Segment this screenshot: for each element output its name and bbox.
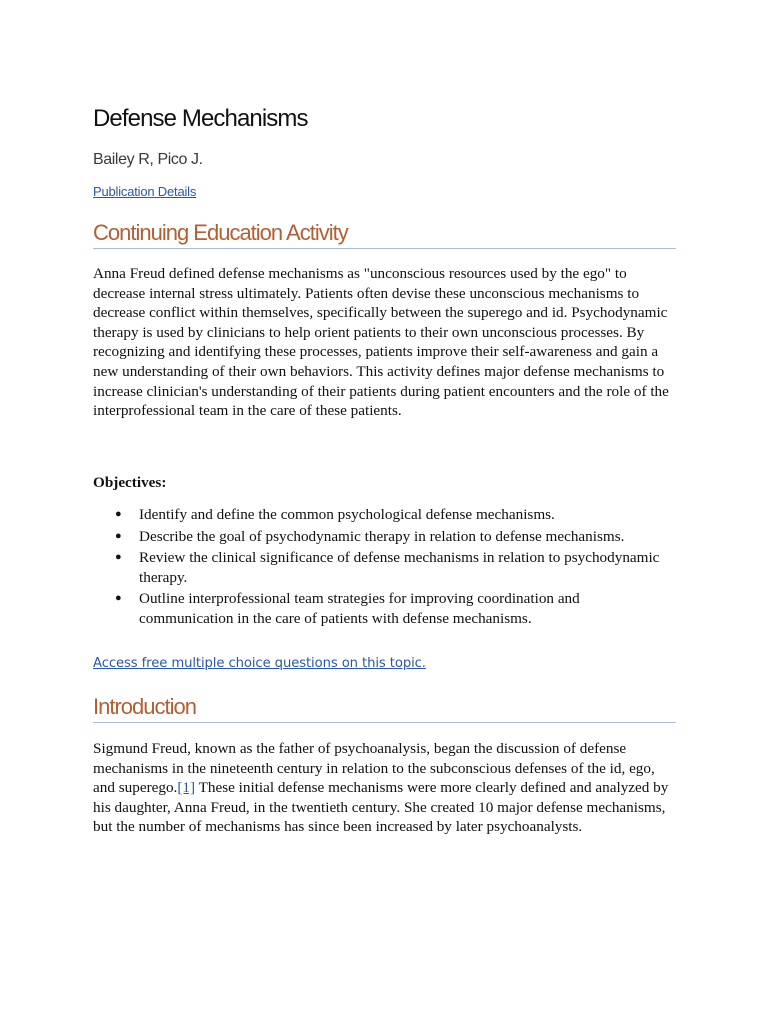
introduction-text-part-1: Sigmund Freud, known as the father of psychoanalysis, began the discussion of defense mechanisms in the nineteenth century in relation to the subconscious defenses of the id, ego, and superego.	[93, 740, 655, 797]
introduction-text-part-2: These initial defense mechanisms were more clearly defined and analyzed by his daughter, Anna Freud, in the twentieth century. She created 10 major defense mechanisms, but the number of mechanisms has since been increased by later psychoanalysts.	[93, 779, 669, 836]
continuing-education-paragraph: Anna Freud defined defense mechanisms as "unconscious resources used by the ego" to decrease internal stress ultimately. Patients often devise these unconscious mechanisms to decrease conflict within themselves, specifically between the superego and id. Psychodynamic therapy is used by clinicians to help orient patients to their own unconscious processes. By recognizing and identifying these processes, patients improve their self-awareness and gain a new understanding of their own behaviors. This activity defines major defense mechanisms to increase clinician's understanding of their patients during patient encounters and the role of the interprofessional team in the care of these patients.	[93, 265, 669, 420]
objective-text: Outline interprofessional team strategies for improving coordination and communication in the care of patients with defense mechanisms.	[139, 590, 580, 627]
section-heading-introduction: Introduction	[93, 693, 676, 723]
list-item	[93, 527, 676, 547]
objective-text: Identify and define the common psychological defense mechanisms.	[139, 506, 555, 523]
list-item	[93, 548, 676, 587]
introduction-paragraph	[93, 739, 676, 837]
bullet-icon: ●	[115, 529, 122, 542]
article-authors: Bailey R, Pico J.	[93, 151, 203, 168]
bullet-icon: ●	[115, 592, 122, 605]
bullet-icon: ●	[115, 508, 122, 520]
publication-details-link[interactable]: Publication Details	[93, 184, 197, 199]
section-heading-continuing-education: Continuing Education Activity	[93, 219, 676, 249]
access-questions-link[interactable]: Access free multiple choice questions on this topic.	[93, 656, 426, 671]
list-item	[93, 505, 676, 525]
list-item	[93, 589, 676, 628]
objectives-list	[93, 505, 676, 631]
reference-link-1[interactable]: [1]	[177, 779, 196, 797]
bullet-icon: ●	[115, 551, 122, 564]
objectives-label: Objectives:	[93, 474, 167, 491]
objective-text: Describe the goal of psychodynamic therapy in relation to defense mechanisms.	[139, 527, 625, 545]
article-title: Defense Mechanisms	[93, 105, 308, 132]
objective-text: Review the clinical significance of defense mechanisms in relation to psychodynamic therapy.	[139, 549, 660, 586]
